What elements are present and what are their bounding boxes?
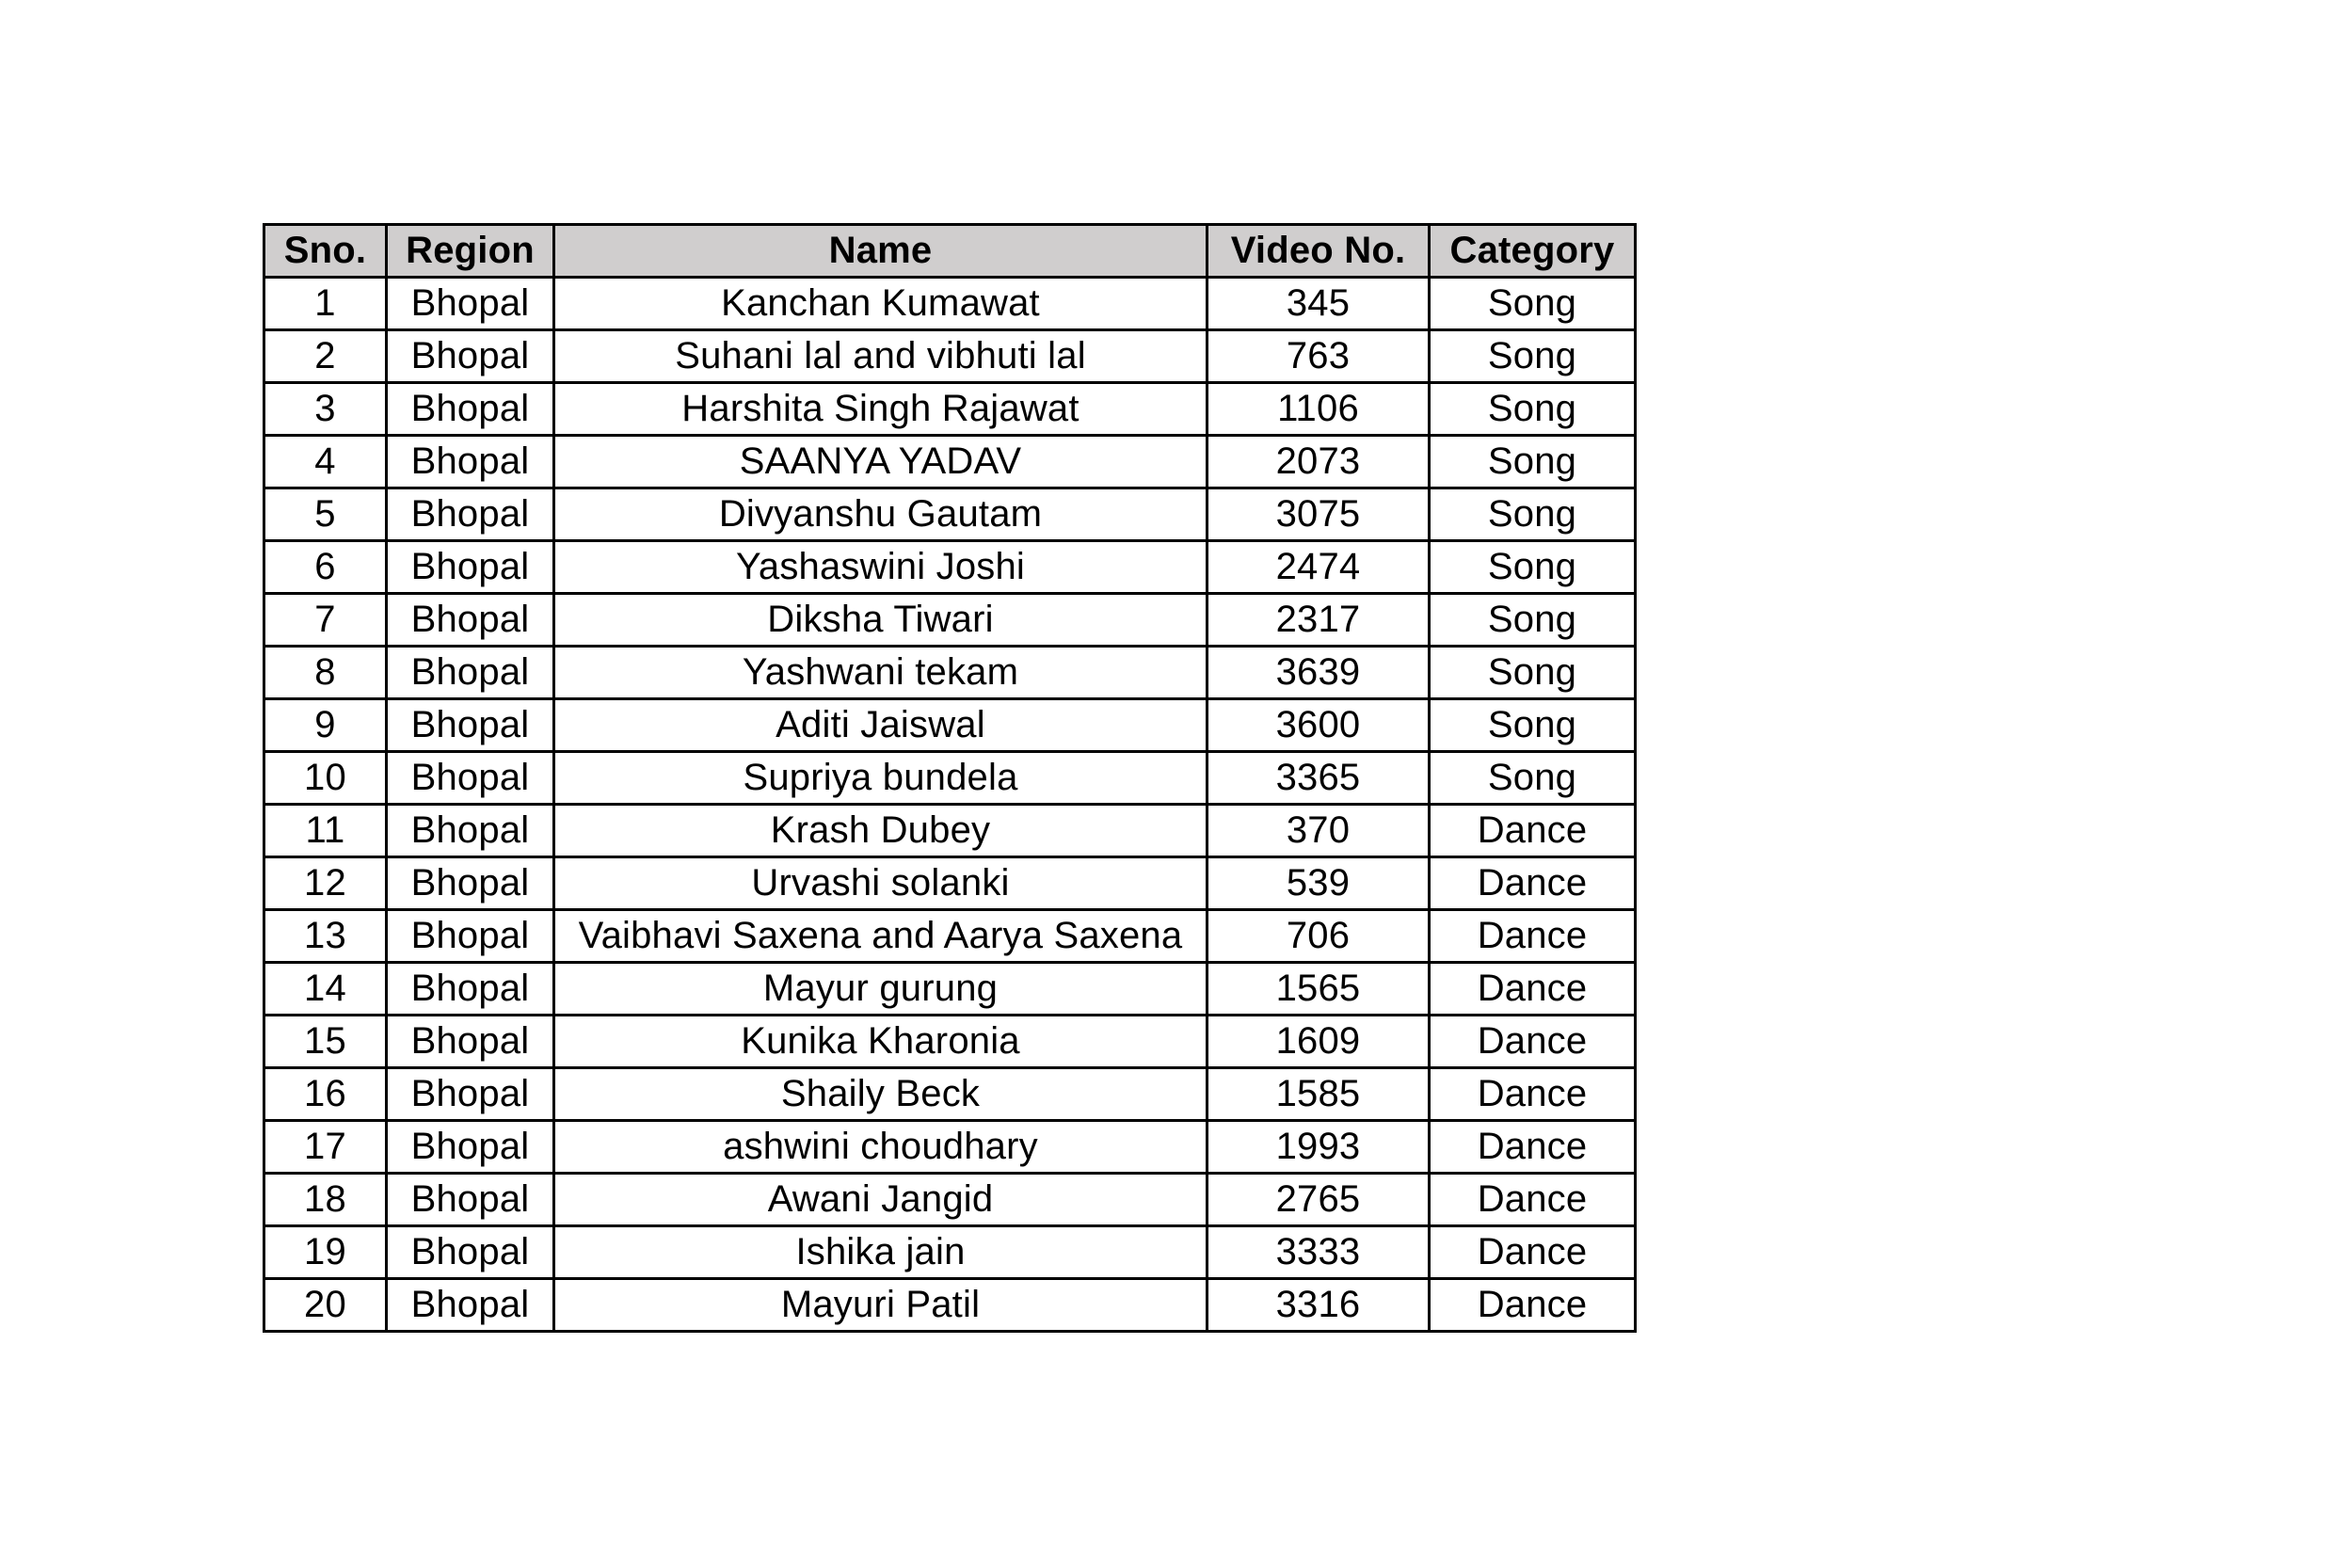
cell-region: Bhopal [387, 1279, 554, 1332]
cell-sno: 17 [264, 1121, 387, 1174]
cell-category: Dance [1430, 910, 1636, 963]
header-video-no: Video No. [1207, 225, 1430, 278]
cell-sno: 20 [264, 1279, 387, 1332]
cell-sno: 11 [264, 805, 387, 857]
table-row [264, 488, 1636, 541]
table-row [264, 1279, 1636, 1332]
table-row [264, 910, 1636, 963]
cell-video-no: 3600 [1207, 699, 1430, 752]
cell-sno: 6 [264, 541, 387, 594]
table-row [264, 699, 1636, 752]
header-name: Name [554, 225, 1207, 278]
cell-region: Bhopal [387, 594, 554, 647]
cell-category: Dance [1430, 805, 1636, 857]
cell-sno: 10 [264, 752, 387, 805]
cell-name: Vaibhavi Saxena and Aarya Saxena [554, 910, 1207, 963]
cell-category: Dance [1430, 1068, 1636, 1121]
cell-category: Song [1430, 699, 1636, 752]
cell-video-no: 2317 [1207, 594, 1430, 647]
table-row [264, 1226, 1636, 1279]
cell-category: Song [1430, 647, 1636, 699]
cell-region: Bhopal [387, 910, 554, 963]
cell-category: Dance [1430, 1121, 1636, 1174]
cell-region: Bhopal [387, 805, 554, 857]
cell-video-no: 1585 [1207, 1068, 1430, 1121]
table-row [264, 278, 1636, 330]
cell-sno: 3 [264, 383, 387, 436]
cell-name: Yashaswini Joshi [554, 541, 1207, 594]
cell-region: Bhopal [387, 330, 554, 383]
cell-region: Bhopal [387, 752, 554, 805]
table-body [264, 278, 1636, 1332]
cell-category: Dance [1430, 1016, 1636, 1068]
table-row [264, 1121, 1636, 1174]
cell-region: Bhopal [387, 1174, 554, 1226]
cell-sno: 2 [264, 330, 387, 383]
cell-video-no: 1609 [1207, 1016, 1430, 1068]
cell-region: Bhopal [387, 383, 554, 436]
header-row [264, 225, 1636, 278]
cell-category: Song [1430, 594, 1636, 647]
cell-region: Bhopal [387, 488, 554, 541]
table-row [264, 1174, 1636, 1226]
cell-sno: 15 [264, 1016, 387, 1068]
table-row [264, 963, 1636, 1016]
cell-region: Bhopal [387, 1121, 554, 1174]
table-row [264, 752, 1636, 805]
cell-name: SAANYA YADAV [554, 436, 1207, 488]
cell-sno: 1 [264, 278, 387, 330]
cell-video-no: 706 [1207, 910, 1430, 963]
cell-video-no: 539 [1207, 857, 1430, 910]
cell-name: ashwini choudhary [554, 1121, 1207, 1174]
cell-video-no: 2073 [1207, 436, 1430, 488]
cell-category: Dance [1430, 1226, 1636, 1279]
cell-name: Diksha Tiwari [554, 594, 1207, 647]
cell-category: Song [1430, 488, 1636, 541]
cell-name: Ishika jain [554, 1226, 1207, 1279]
cell-video-no: 370 [1207, 805, 1430, 857]
cell-name: Krash Dubey [554, 805, 1207, 857]
cell-sno: 14 [264, 963, 387, 1016]
cell-region: Bhopal [387, 1016, 554, 1068]
table-row [264, 594, 1636, 647]
cell-category: Song [1430, 383, 1636, 436]
cell-category: Song [1430, 278, 1636, 330]
cell-video-no: 2765 [1207, 1174, 1430, 1226]
cell-name: Harshita Singh Rajawat [554, 383, 1207, 436]
cell-video-no: 1106 [1207, 383, 1430, 436]
cell-sno: 9 [264, 699, 387, 752]
cell-video-no: 1565 [1207, 963, 1430, 1016]
cell-region: Bhopal [387, 1226, 554, 1279]
cell-sno: 18 [264, 1174, 387, 1226]
cell-sno: 16 [264, 1068, 387, 1121]
cell-category: Song [1430, 541, 1636, 594]
cell-video-no: 763 [1207, 330, 1430, 383]
cell-name: Supriya bundela [554, 752, 1207, 805]
cell-category: Dance [1430, 1174, 1636, 1226]
cell-video-no: 3316 [1207, 1279, 1430, 1332]
table-row [264, 805, 1636, 857]
cell-video-no: 345 [1207, 278, 1430, 330]
cell-video-no: 3075 [1207, 488, 1430, 541]
cell-category: Song [1430, 752, 1636, 805]
cell-name: Kanchan Kumawat [554, 278, 1207, 330]
cell-video-no: 3365 [1207, 752, 1430, 805]
cell-name: Mayuri Patil [554, 1279, 1207, 1332]
cell-sno: 4 [264, 436, 387, 488]
cell-region: Bhopal [387, 1068, 554, 1121]
cell-sno: 13 [264, 910, 387, 963]
cell-name: Urvashi solanki [554, 857, 1207, 910]
cell-category: Song [1430, 436, 1636, 488]
table-row [264, 541, 1636, 594]
cell-sno: 19 [264, 1226, 387, 1279]
cell-category: Dance [1430, 857, 1636, 910]
cell-region: Bhopal [387, 647, 554, 699]
cell-sno: 8 [264, 647, 387, 699]
table-row [264, 857, 1636, 910]
cell-region: Bhopal [387, 436, 554, 488]
header-region: Region [387, 225, 554, 278]
header-category: Category [1430, 225, 1636, 278]
header-sno: Sno. [264, 225, 387, 278]
cell-video-no: 1993 [1207, 1121, 1430, 1174]
table-row [264, 1068, 1636, 1121]
cell-category: Dance [1430, 963, 1636, 1016]
cell-video-no: 3639 [1207, 647, 1430, 699]
table-row [264, 330, 1636, 383]
cell-sno: 5 [264, 488, 387, 541]
cell-name: Divyanshu Gautam [554, 488, 1207, 541]
table-row [264, 647, 1636, 699]
cell-region: Bhopal [387, 963, 554, 1016]
cell-category: Song [1430, 330, 1636, 383]
cell-region: Bhopal [387, 541, 554, 594]
cell-name: Awani Jangid [554, 1174, 1207, 1226]
cell-name: Mayur gurung [554, 963, 1207, 1016]
cell-name: Kunika Kharonia [554, 1016, 1207, 1068]
cell-category: Dance [1430, 1279, 1636, 1332]
cell-region: Bhopal [387, 278, 554, 330]
cell-name: Suhani lal and vibhuti lal [554, 330, 1207, 383]
cell-name: Shaily Beck [554, 1068, 1207, 1121]
cell-region: Bhopal [387, 699, 554, 752]
cell-video-no: 3333 [1207, 1226, 1430, 1279]
cell-sno: 7 [264, 594, 387, 647]
cell-name: Aditi Jaiswal [554, 699, 1207, 752]
table-row [264, 383, 1636, 436]
table-row [264, 436, 1636, 488]
table-row [264, 1016, 1636, 1068]
cell-sno: 12 [264, 857, 387, 910]
participants-table [263, 223, 1637, 1333]
cell-video-no: 2474 [1207, 541, 1430, 594]
cell-name: Yashwani tekam [554, 647, 1207, 699]
cell-region: Bhopal [387, 857, 554, 910]
